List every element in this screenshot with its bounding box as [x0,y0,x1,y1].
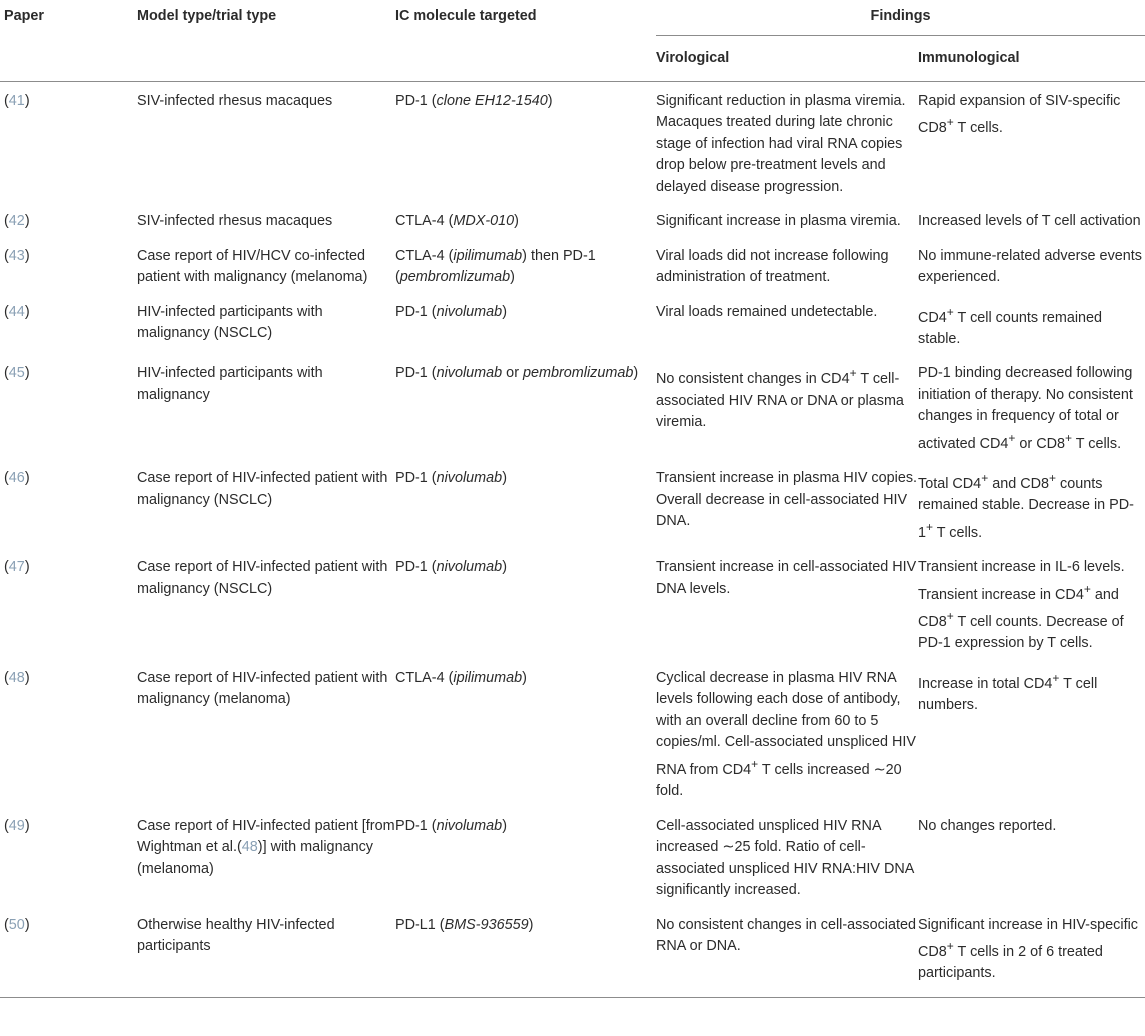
virological-finding [656,81,918,202]
immunological-text: Total CD4 [918,475,982,492]
virological-text: No consistent changes in CD4 [656,371,850,388]
table-row [0,354,1145,459]
ic-text: PD-1 ( [395,470,437,487]
ic-text: PD-1 ( [395,92,437,109]
ic-text: PD-1 ( [395,365,437,382]
virological-finding [656,202,918,237]
immunological-text: Rapid expansion of SIV-specific CD8 [918,92,1121,136]
model-type [137,293,395,355]
virological-text: Significant reduction in plasma viremia. Macaques treated during late chronic stage of infection had viral RNA copies drop below pre-treatment levels and delayed disease progression. [656,92,906,195]
table-row [0,293,1145,355]
ref-open-paren: ( [4,817,9,834]
ref-open-paren: ( [4,559,9,576]
ref-close-paren: ) [24,559,30,576]
ref-open-paren: ( [4,213,9,229]
paper-ref [0,459,137,548]
table-row [0,548,1145,659]
immunological-text: and CD8 [988,475,1049,492]
immunological-finding [918,659,1145,807]
immunological-finding [918,807,1145,906]
header-ic: IC molecule targeted [395,8,537,24]
immunological-text: T cells in 2 of 6 treated participants. [918,943,1103,982]
immunological-text: T cell numbers. [918,675,1098,714]
ic-text: ) [510,269,515,285]
model-type [137,354,395,459]
immunological-text: T cells. [1072,435,1122,452]
superscript-plus: + [946,608,954,623]
ref-close-paren: ) [24,365,30,382]
immunological-text: T cells. [933,524,983,541]
immunological-text: CD4 [918,309,947,326]
model-text: HIV-infected participants with malignancy (NSCLC) [137,303,323,341]
immunological-finding [918,293,1145,355]
virological-finding [656,906,918,998]
ic-agent: nivolumab [436,559,503,576]
superscript-plus: + [1049,471,1057,486]
immunological-finding [918,81,1145,202]
paper-ref [0,659,137,807]
ref-close-paren: ) [24,247,30,264]
model-text: SIV-infected rhesus macaques [137,92,333,109]
paper-ref [0,548,137,659]
virological-text: Transient increase in cell-associated HIV DNA levels. [656,559,917,597]
ic-molecule [395,202,656,237]
model-type [137,659,395,807]
superscript-plus: + [751,756,759,771]
virological-finding [656,548,918,659]
ref-open-paren: ( [4,470,9,487]
immunological-text: T cell counts. Decrease of PD-1 expression by T cells. [918,613,1124,652]
virological-text: Viral loads did not increase following administration of treatment. [656,247,889,285]
ic-text: ) [522,669,527,686]
paper-ref [0,354,137,459]
ref-link[interactable]: 45 [8,365,25,382]
table-row [0,202,1145,237]
ic-text: CTLA-4 ( [395,247,454,264]
ic-text: ) [502,559,507,576]
ic-molecule [395,807,656,906]
table-row [0,659,1145,807]
table-row [0,459,1145,548]
immunological-finding [918,237,1145,293]
header-findings: Findings [656,0,1145,36]
model-type [137,906,395,998]
virological-finding [656,237,918,293]
ic-text: ) [514,213,519,229]
superscript-plus: + [981,471,989,486]
virological-text: Transient increase in plasma HIV copies. Overall decrease in cell-associated HIV DNA. [656,470,918,530]
ic-agent: BMS-936559 [444,916,529,933]
ic-agent: ipilimumab [453,247,523,264]
immunological-finding [918,906,1145,998]
superscript-plus: + [1008,430,1016,445]
ic-text: ) [502,817,507,834]
virological-text: Cyclical decrease in plasma HIV RNA levels following each dose of antibody, with an overall decline from 60 to 5 copies/ml. Cell-associated unspliced HIV RNA from CD4 [656,669,916,778]
ref-close-paren: ) [24,817,30,834]
superscript-plus: + [1052,670,1060,685]
immunological-text: Significant increase in HIV-specific CD8 [918,916,1138,960]
superscript-plus: + [1083,581,1091,596]
virological-text: Viral loads remained undetectable. [656,303,878,320]
ic-text: CTLA-4 ( [395,213,454,229]
immunological-text: Transient increase in IL-6 levels. Transient increase in CD4 [918,559,1125,603]
model-type [137,459,395,548]
virological-text: T cells increased ∼20 fold. [656,761,902,800]
ref-open-paren: ( [4,92,9,109]
immunological-text: T cells. [953,119,1003,136]
ic-agent: MDX-010 [453,213,515,229]
ref-link[interactable]: 44 [8,303,25,320]
virological-finding [656,354,918,459]
ic-agent: nivolumab [436,470,503,487]
paper-ref [0,81,137,202]
ref-open-paren: ( [4,365,9,382]
model-text: HIV-infected participants with malignancy [137,365,323,403]
ic-agent: pembromlizumab [399,269,511,285]
table-row [0,807,1145,906]
paper-ref [0,293,137,355]
ic-agent: nivolumab [436,817,503,834]
paper-ref [0,807,137,906]
immunological-text: No immune-related adverse events experienced. [918,247,1142,285]
model-text: Case report of HIV-infected patient with malignancy (NSCLC) [137,559,388,597]
virological-text: No consistent changes in cell-associated RNA or DNA. [656,916,916,955]
ic-text: ) [633,365,639,382]
immunological-finding [918,354,1145,459]
ic-molecule [395,459,656,548]
ic-agent: pembromlizumab [522,365,634,382]
header-model: Model type/trial type [137,8,277,24]
ic-text: PD-1 ( [395,559,437,576]
virological-finding [656,293,918,355]
ref-link[interactable]: 42 [8,213,25,229]
ref-link[interactable]: 47 [8,559,25,576]
immunological-text: counts remained stable. Decrease in PD-1 [918,475,1134,541]
paper-ref [0,237,137,293]
model-type [137,237,395,293]
ic-text: PD-1 ( [395,817,437,834]
ref-link[interactable]: 43 [8,247,25,264]
ref-close-paren: ) [24,303,30,320]
virological-finding [656,659,918,807]
virological-text: Significant increase in plasma viremia. [656,213,901,229]
ic-text: PD-L1 ( [395,916,445,933]
header-paper: Paper [4,8,44,24]
ref-open-paren: ( [4,916,9,933]
model-text: )] with malignancy (melanoma) [137,839,373,877]
virological-finding [656,459,918,548]
model-type [137,807,395,906]
model-text: SIV-infected rhesus macaques [137,213,333,229]
model-text: Case report of HIV-infected patient with malignancy (NSCLC) [137,470,388,508]
immunological-text: Increased levels of T cell activation [918,213,1141,229]
ic-text: ) [502,303,507,320]
ref-open-paren: ( [4,669,9,686]
ref-close-paren: ) [24,669,30,686]
immunological-finding [918,548,1145,659]
table-row [0,81,1145,202]
superscript-plus: + [946,115,954,129]
ref-link[interactable]: 49 [8,817,25,834]
superscript-plus: + [946,939,954,954]
model-type [137,81,395,202]
ic-agent: ipilimumab [453,669,523,686]
table-row [0,237,1145,293]
immunological-text: or CD8 [1015,435,1065,452]
ref-open-paren: ( [4,303,9,320]
ref-close-paren: ) [24,92,30,109]
paper-ref [0,906,137,998]
immunological-finding [918,202,1145,237]
header-virological: Virological [656,50,730,66]
ref-link[interactable]: 50 [8,916,25,933]
ref-link[interactable]: 48 [8,669,25,686]
ic-text: ) [528,916,534,933]
superscript-plus: + [1065,430,1073,445]
ic-molecule [395,906,656,998]
immunological-text: and CD8 [918,586,1119,630]
ic-text: ) then PD-1 ( [395,247,596,285]
ic-molecule [395,354,656,459]
immunological-text: PD-1 binding decreased following initiation of therapy. No consistent changes in frequency of total or activated CD4 [918,365,1133,452]
ic-text: ) [547,92,553,109]
ic-text: or [502,365,523,382]
model-type [137,202,395,237]
immunological-text: No changes reported. [918,817,1057,834]
immunological-text: Increase in total CD4 [918,675,1053,692]
ref-close-paren: ) [24,470,30,487]
ic-text: ) [502,470,507,487]
table-body [0,81,1145,997]
ref-close-paren: ) [24,213,30,229]
ref-close-paren: ) [24,916,30,933]
ic-molecule [395,548,656,659]
superscript-plus: + [926,519,934,534]
virological-text: Cell-associated unspliced HIV RNA increased ∼25 fold. Ratio of cell-associated unspliced HIV RNA:HIV DNA significantly increased. [656,817,914,899]
ic-molecule [395,81,656,202]
immunological-finding [918,459,1145,548]
ic-agent: nivolumab [436,365,503,382]
virological-text: T cell-associated HIV RNA or DNA or plasma viremia. [656,371,904,431]
model-text: Case report of HIV/HCV co-infected patient with malignancy (melanoma) [137,247,368,285]
ic-molecule [395,659,656,807]
immunological-text: T cell counts remained stable. [918,309,1103,347]
ref-link[interactable]: 48 [241,839,258,856]
model-text: Case report of HIV-infected patient with malignancy (melanoma) [137,669,388,708]
superscript-plus: + [946,304,954,319]
ref-link[interactable]: 46 [8,470,25,487]
header-immunological: Immunological [918,50,1020,66]
ic-text: PD-1 ( [395,303,437,320]
ic-molecule [395,237,656,293]
model-text: Case report of HIV-infected patient [from Wightman et al.( [137,817,395,856]
paper-ref [0,202,137,237]
ic-agent: clone EH12-1540 [436,92,548,109]
superscript-plus: + [849,366,857,381]
model-type [137,548,395,659]
virological-finding [656,807,918,906]
model-text: Otherwise healthy HIV-infected participants [137,916,335,955]
ic-molecule [395,293,656,355]
ref-link[interactable]: 41 [8,92,25,109]
ref-open-paren: ( [4,247,9,264]
ic-text: CTLA-4 ( [395,669,454,686]
table-row [0,906,1145,998]
ic-agent: nivolumab [436,303,503,320]
